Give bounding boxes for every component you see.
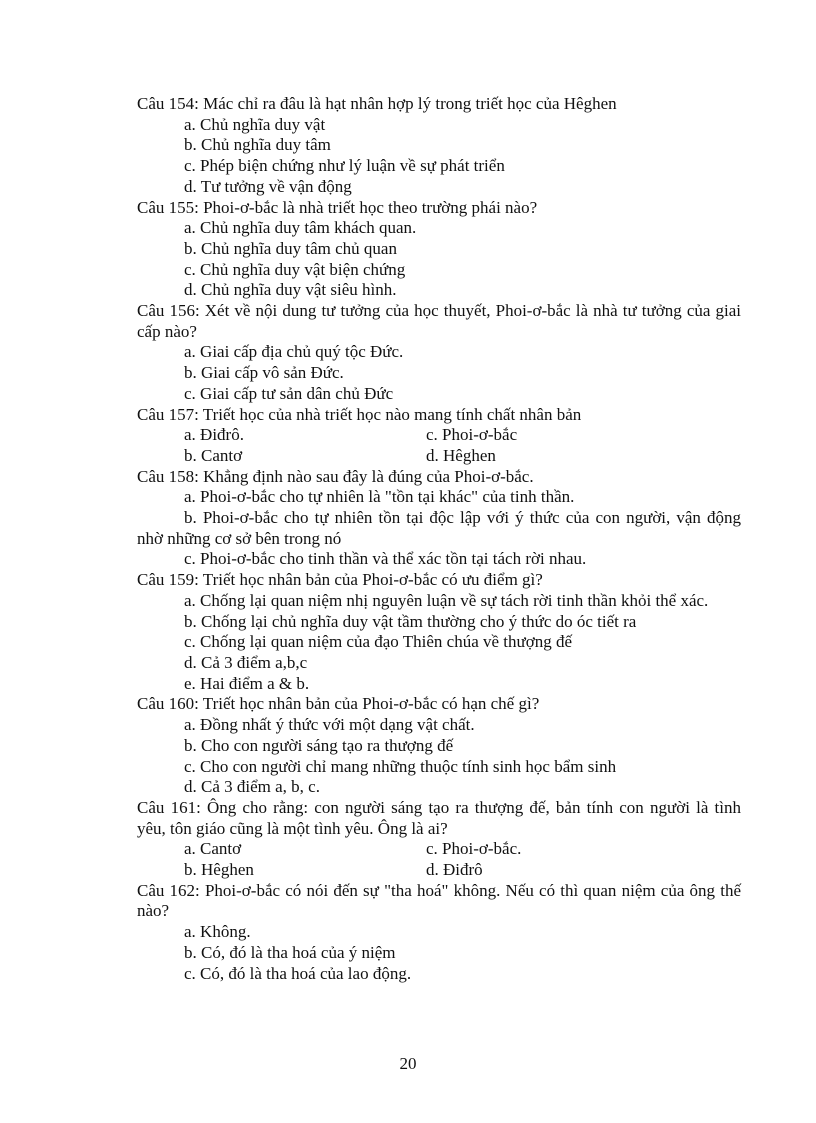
- option-160-b: b. Cho con người sáng tạo ra thượng đế: [184, 735, 454, 755]
- option-156-a: a. Giai cấp địa chủ quý tộc Đức.: [184, 342, 404, 362]
- option-row-157-2: [137, 446, 741, 467]
- option-154-b: b. Chủ nghĩa duy tâm: [184, 135, 331, 155]
- option-158-b: b. Phoi-ơ-bắc cho tự nhiên tồn tại độc lập với ý thức của con người, vận động nhờ những cơ sở bên trong nó: [137, 508, 741, 548]
- option-159-e: e. Hai điểm a & b.: [184, 673, 310, 693]
- option-155-b: b. Chủ nghĩa duy tâm chủ quan: [184, 238, 397, 258]
- option-157-b: b. Cantơ: [184, 445, 243, 465]
- question-160: Câu 160: Triết học nhân bản của Phoi-ơ-bắc có hạn chế gì?: [137, 694, 540, 714]
- option-156-c: c. Giai cấp tư sản dân chủ Đức: [184, 383, 394, 403]
- page-number: 20: [399, 1054, 417, 1073]
- option-162-a: a. Không.: [184, 922, 251, 942]
- option-155-c: c. Chủ nghĩa duy vật biện chứng: [184, 259, 406, 279]
- option-161-b: b. Hêghen: [184, 860, 254, 880]
- option-154-a: a. Chủ nghĩa duy vật: [184, 114, 326, 134]
- option-161-c: c. Phoi-ơ-bắc.: [426, 839, 522, 859]
- option-162-c: c. Có, đó là tha hoá của lao động.: [184, 963, 412, 983]
- option-154-d: d. Tư tưởng về vận động: [184, 176, 352, 196]
- question-162: Câu 162: Phoi-ơ-bắc có nói đến sự "tha hoá" không. Nếu có thì quan niệm của ông thế nào?: [137, 880, 741, 921]
- question-158: Câu 158: Khẳng định nào sau đây là đúng của Phoi-ơ-bắc.: [137, 466, 534, 486]
- option-158-a: a. Phoi-ơ-bắc cho tự nhiên là "tồn tại khác" của tinh thần.: [184, 487, 575, 507]
- option-158-c: c. Phoi-ơ-bắc cho tinh thần và thể xác tồn tại tách rời nhau.: [184, 549, 587, 569]
- option-157-d: d. Hêghen: [426, 445, 496, 465]
- option-161-a: a. Cantơ: [184, 839, 242, 859]
- question-157: Câu 157: Triết học của nhà triết học nào mang tính chất nhân bản: [137, 404, 582, 424]
- question-161: Câu 161: Ông cho rằng: con người sáng tạo ra thượng đế, bản tính con người là tình yêu, tôn giáo cũng là một tình yêu. Ông là ai?: [137, 797, 741, 838]
- option-row-161-2: [137, 860, 741, 881]
- option-157-a: a. Điđrô.: [184, 425, 244, 445]
- document-page: [137, 94, 741, 984]
- option-159-b: b. Chống lại chủ nghĩa duy vật tầm thường cho ý thức do óc tiết ra: [184, 611, 637, 631]
- option-row-157-1: [137, 425, 741, 446]
- option-159-d: d. Cả 3 điểm a,b,c: [184, 652, 308, 672]
- option-160-a: a. Đồng nhất ý thức với một dạng vật chất.: [184, 715, 475, 735]
- option-156-b: b. Giai cấp vô sản Đức.: [184, 363, 344, 383]
- option-160-d: d. Cả 3 điểm a, b, c.: [184, 777, 320, 797]
- option-160-c: c. Cho con người chỉ mang những thuộc tính sinh học bẩm sinh: [184, 756, 617, 776]
- option-row-161-1: [137, 839, 741, 860]
- question-154: Câu 154: Mác chỉ ra đâu là hạt nhân hợp lý trong triết học của Hêghen: [137, 94, 617, 113]
- option-155-a: a. Chủ nghĩa duy tâm khách quan.: [184, 218, 417, 238]
- question-155: Câu 155: Phoi-ơ-bắc là nhà triết học theo trường phái nào?: [137, 197, 538, 217]
- question-159: Câu 159: Triết học nhân bản của Phoi-ơ-bắc có ưu điểm gì?: [137, 570, 543, 590]
- option-162-b: b. Có, đó là tha hoá của ý niệm: [184, 942, 396, 962]
- option-154-c: c. Phép biện chứng như lý luận về sự phát triển: [184, 156, 505, 176]
- option-159-a: a. Chống lại quan niệm nhị nguyên luận về sự tách rời tinh thần khỏi thể xác.: [184, 590, 709, 610]
- option-157-c: c. Phoi-ơ-bắc: [426, 425, 518, 445]
- option-159-c: c. Chống lại quan niệm của đạo Thiên chúa về thượng đế: [184, 632, 573, 652]
- option-155-d: d. Chủ nghĩa duy vật siêu hình.: [184, 280, 397, 300]
- option-161-d: d. Điđrô: [426, 860, 483, 880]
- question-156: Câu 156: Xét về nội dung tư tưởng của học thuyết, Phoi-ơ-bắc là nhà tư tưởng của giai cấp nào?: [137, 301, 741, 341]
